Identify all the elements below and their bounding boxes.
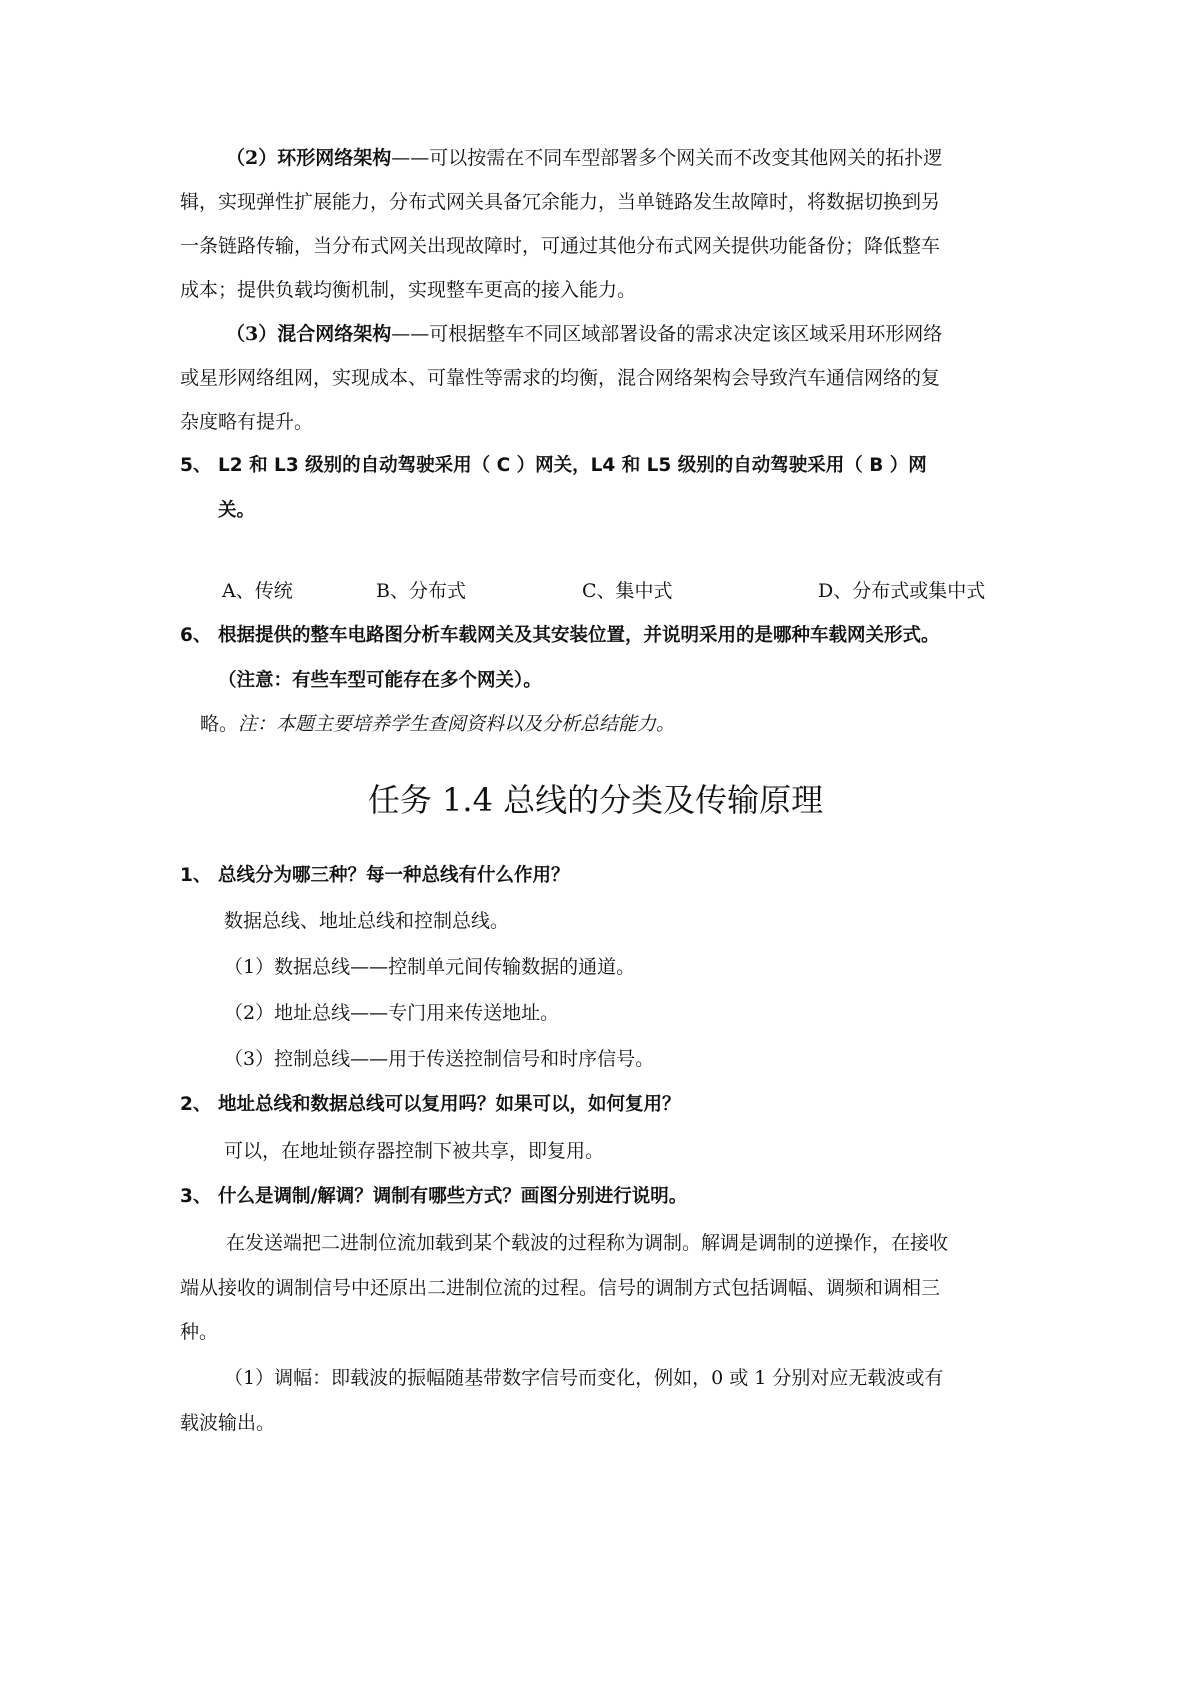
answer-3-p1-line3: 种。 [180,1321,219,1343]
answer-2: 可以，在地址锁存器控制下被共享，即复用。 [224,1140,605,1162]
answer-1-item1: （1）数据总线——控制单元间传输数据的通道。 [224,956,636,978]
ring-network-text: ——可以按需在不同车型部署多个网关而不改变其他网关的拓扑逻 [391,147,943,169]
question-6 [180,622,940,650]
option-c: C、集中式 [582,580,673,602]
question-2 [180,1091,681,1119]
answer-1-item2: （2）地址总线——专门用来传送地址。 [224,1002,560,1024]
section-heading: 任务 1.4 总线的分类及传输原理 [367,781,824,819]
paragraph-hybrid-line3: 杂度略有提升。 [180,411,314,433]
hybrid-network-text: ——可根据整车不同区域部署设备的需求决定该区域采用环形网络 [391,323,943,345]
answer-3-p2-line1: （1）调幅：即载波的振幅随基带数字信号而变化，例如，0 或 1 分别对应无载波或有 [224,1367,944,1389]
question-3 [180,1183,687,1211]
answer-plain: 略。 [200,713,239,735]
paragraph-hybrid-line1 [226,320,942,348]
question-5-continued: 关。 [218,500,256,521]
option-d: D、分布式或集中式 [818,580,986,602]
question-1 [180,862,570,890]
answer-3-p2-line2: 载波输出。 [180,1412,276,1434]
question-5-text: L2 和 L3 级别的自动驾驶采用（ C ）网关，L4 和 L5 级别的自动驾驶采用（ B ）网 [218,455,927,476]
question-1-text: 总线分为哪三种？每一种总线有什么作用？ [218,865,570,886]
question-5-number: 5、 [180,455,212,476]
question-2-text: 地址总线和数据总线可以复用吗？如果可以，如何复用？ [218,1094,681,1115]
question-6-number: 6、 [180,625,212,646]
question-6-note: （注意：有些车型可能存在多个网关）。 [218,670,542,691]
question-3-number: 3、 [180,1186,212,1207]
question-6-answer [200,710,675,738]
option-b: B、分布式 [376,580,466,602]
paragraph-ring-line4: 成本；提供负载均衡机制，实现整车更高的接入能力。 [180,279,637,301]
question-3-text: 什么是调制/解调？调制有哪些方式？画图分别进行说明。 [218,1186,688,1207]
paragraph-ring-line1 [226,144,942,172]
question-1-number: 1、 [180,865,212,886]
paragraph-hybrid-line2: 或星形网络组网，实现成本、可靠性等需求的均衡，混合网络架构会导致汽车通信网络的复 [180,367,941,389]
paragraph-ring-line2: 辑，实现弹性扩展能力，分布式网关具备冗余能力，当单链路发生故障时，将数据切换到另 [180,191,941,213]
hybrid-network-label: （3）混合网络架构 [226,323,392,345]
answer-3-p1-line2: 端从接收的调制信号中还原出二进制位流的过程。信号的调制方式包括调幅、调频和调相三 [180,1277,941,1299]
question-2-number: 2、 [180,1094,212,1115]
answer-note: 注：本题主要培养学生查阅资料以及分析总结能力。 [238,713,676,735]
question-6-text: 根据提供的整车电路图分析车载网关及其安装位置，并说明采用的是哪种车载网关形式。 [218,625,940,646]
answer-1-item3: （3）控制总线——用于传送控制信号和时序信号。 [224,1048,655,1070]
answer-3-p1-line1: 在发送端把二进制位流加载到某个载波的过程称为调制。解调是调制的逆操作，在接收 [226,1232,949,1254]
answer-1-summary: 数据总线、地址总线和控制总线。 [224,910,510,932]
paragraph-ring-line3: 一条链路传输，当分布式网关出现故障时，可通过其他分布式网关提供功能备份；降低整车 [180,235,941,257]
ring-network-label: （2）环形网络架构 [226,147,392,169]
option-a: A、传统 [222,580,293,602]
question-5 [180,452,927,480]
